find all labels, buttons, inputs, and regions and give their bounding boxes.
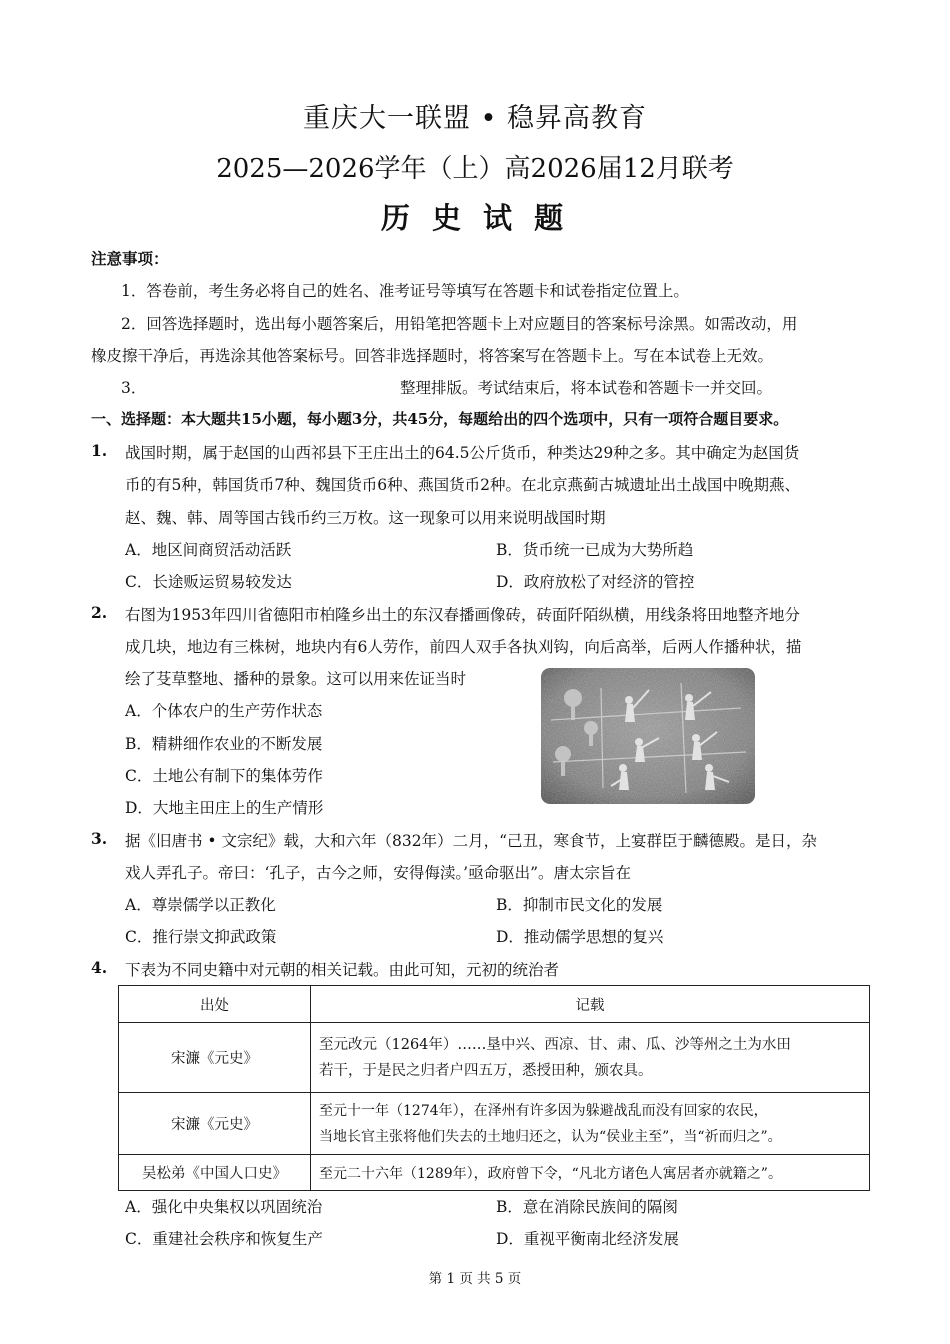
table-header-source: 出处 xyxy=(119,986,311,1023)
q1-stem-line2: 币的有5种，韩国货币7种、魏国货币6种、燕国货币2种。在北京燕蓟古城遗址出土战国中晚期燕、 xyxy=(125,476,800,494)
q2-option-a: A．个体农户的生产劳作状态 xyxy=(125,702,323,720)
q1-stem-line1: 战国时期，属于赵国的山西祁县下王庄出土的64.5公斤货币，种类达29种之多。其中确定为赵国货 xyxy=(125,444,800,462)
table-cell-source: 宋濂《元史》 xyxy=(119,1023,311,1093)
notice-item-1: 1．答卷前，考生务必将自己的姓名、准考证号等填写在答题卡和试卷指定位置上。 xyxy=(121,282,689,300)
han-brick-relief-image xyxy=(541,668,755,804)
q3-option-d: D．推动儒学思想的复兴 xyxy=(496,928,664,946)
q1-option-b: B．货币统一已成为大势所趋 xyxy=(496,541,694,559)
q2-option-b: B．精耕细作农业的不断发展 xyxy=(125,735,323,753)
table-cell-record xyxy=(311,1023,870,1093)
q2-option-c: C．土地公有制下的集体劳作 xyxy=(125,767,323,785)
record-line: 至元二十六年（1289年），政府曾下令，“凡北方诸色人寓居者亦就籍之”。 xyxy=(319,1165,782,1182)
notice-label: 注意事项： xyxy=(91,249,169,268)
table-cell-source: 宋濂《元史》 xyxy=(119,1093,311,1155)
table-row xyxy=(119,1155,870,1191)
record-line: 至元十一年（1274年），在泽州有许多因为躲避战乱而没有回家的农民， xyxy=(319,1102,768,1119)
q3-number: 3. xyxy=(91,829,108,848)
q1-option-d: D．政府放松了对经济的管控 xyxy=(496,573,695,591)
exam-subject: 历 史 试 题 xyxy=(380,201,570,235)
q1-stem-line3: 赵、魏、韩、周等国古钱币约三万枚。这一现象可以用来说明战国时期 xyxy=(125,509,606,527)
record-line: 若干，于是民之归者户四五万，悉授田种，颁农具。 xyxy=(319,1062,653,1079)
q4-number: 4. xyxy=(91,958,108,977)
q3-option-c: C．推行崇文抑武政策 xyxy=(125,928,277,946)
record-line: 当地长官主张将他们失去的土地归还之，认为“侯业主至”，当“祈而归之”。 xyxy=(319,1128,782,1145)
table-row xyxy=(119,1023,870,1093)
notice-item-3-text: 整理排版。考试结束后，将本试卷和答题卡一并交回。 xyxy=(400,379,773,397)
q3-option-a: A．尊崇儒学以正教化 xyxy=(125,896,276,914)
q4-records-table xyxy=(118,985,870,1191)
q3-stem-line1: 据《旧唐书 • 文宗纪》载，大和六年（832年）二月，“己丑，寒食节，上宴群臣于麟德殿。是日，杂 xyxy=(125,832,818,850)
notice-item-2b: 橡皮擦干净后，再选涂其他答案标号。回答非选择题时，将答案写在答题卡上。写在本试卷上无效。 xyxy=(91,347,774,365)
q2-stem-line3: 绘了芟草整地、播种的景象。这可以用来佐证当时 xyxy=(125,670,467,688)
table-cell-source: 吴松弟《中国人口史》 xyxy=(119,1155,311,1191)
table-cell-record xyxy=(311,1093,870,1155)
q4-stem-line1: 下表为不同史籍中对元朝的相关记载。由此可知，元初的统治者 xyxy=(125,961,560,979)
exam-title-line1: 重庆大一联盟 • 稳昇高教育 xyxy=(302,103,648,134)
section-1-heading: 一、选择题：本大题共15小题，每小题3分，共45分，每题给出的四个选项中，只有一项符合题目要求。 xyxy=(91,410,789,428)
record-line: 至元改元（1264年）……垦中兴、西凉、甘、肃、瓜、沙等州之土为水田 xyxy=(319,1036,791,1053)
q2-stem-line2: 成几块，地边有三株树，地块内有6人劳作，前四人双手各执刈钩，向后高举，后两人作播种状，描 xyxy=(125,638,802,656)
q4-option-c: C．重建社会秩序和恢复生产 xyxy=(125,1230,323,1248)
table-row xyxy=(119,1093,870,1155)
q1-option-a: A．地区间商贸活动活跃 xyxy=(125,541,292,559)
q1-option-c: C．长途贩运贸易较发达 xyxy=(125,573,292,591)
q4-option-a: A．强化中央集权以巩固统治 xyxy=(125,1198,323,1216)
page-footer: 第 1 页 共 5 页 xyxy=(428,1271,522,1287)
q4-option-b: B．意在消除民族间的隔阂 xyxy=(496,1198,678,1216)
q4-option-d: D．重视平衡南北经济发展 xyxy=(496,1230,679,1248)
q1-number: 1. xyxy=(91,441,108,460)
table-header-record: 记载 xyxy=(311,986,870,1023)
q2-number: 2. xyxy=(91,603,108,622)
table-cell-record xyxy=(311,1155,870,1191)
q2-stem-line1: 右图为1953年四川省德阳市柏隆乡出土的东汉春播画像砖，砖面阡陌纵横，用线条将田地整齐地分 xyxy=(125,606,800,624)
q3-stem-line2: 戏人弄孔子。帝曰：‘孔子，古今之师，安得侮渎。’亟命驱出”。唐太宗旨在 xyxy=(125,864,632,882)
notice-item-2a: 2．回答选择题时，选出每小题答案后，用铅笔把答题卡上对应题目的答案标号涂黑。如需改动，用 xyxy=(121,315,798,333)
notice-item-3-num: 3． xyxy=(121,379,147,397)
exam-title-line2: 2025—2026学年（上）高2026届12月联考 xyxy=(216,154,734,184)
table-header-row xyxy=(119,986,870,1023)
q3-option-b: B．抑制市民文化的发展 xyxy=(496,896,663,914)
q2-option-d: D．大地主田庄上的生产情形 xyxy=(125,799,324,817)
